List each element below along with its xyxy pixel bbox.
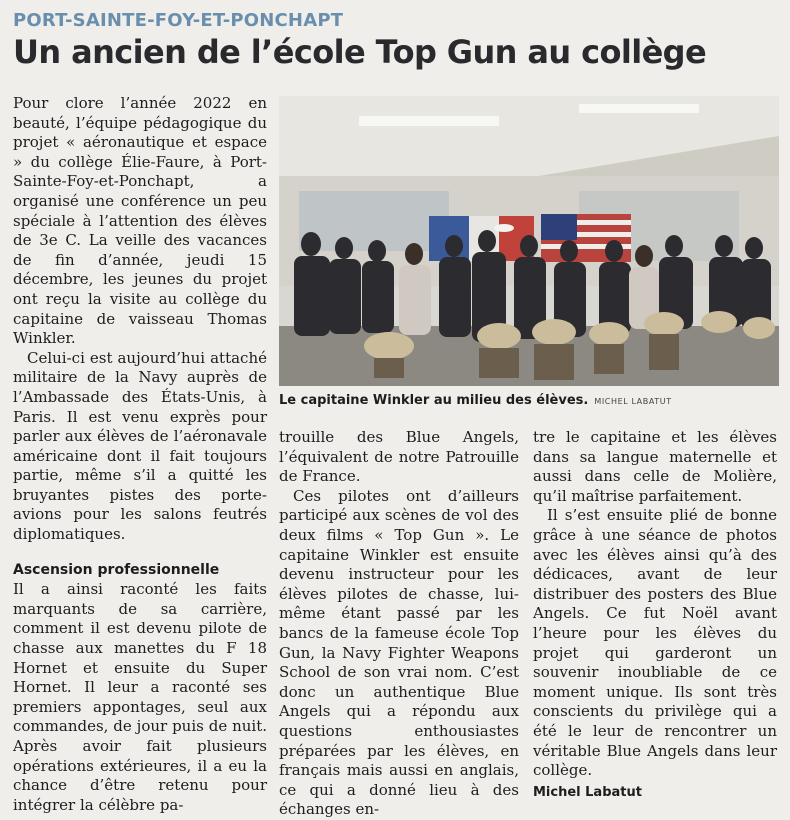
article-column-3 [533, 428, 777, 802]
photo-caption [279, 393, 779, 408]
caption-text: Le capitaine Winkler au milieu des élèves. [279, 393, 589, 408]
paragraph: trouille des Blue Angels, l’équivalent de notre Patrouille de France. [279, 428, 519, 486]
group-photo [279, 96, 779, 386]
paragraph: Celui-ci est aujourd’hui attaché militaire de la Navy auprès de l’Ambassade des États-Unis, à Paris. Il est venu exprès pour parler aux élèves de l’aéronavale américaine dont il fait toujours partie, même s’il a quitté les bruyantes pistes des porte-avions pour les salons feutrés diplomatiques. [13, 348, 267, 544]
section-subhead: Ascension professionnelle [13, 561, 220, 578]
paragraph: tre le capitaine et les élèves dans sa langue maternelle et aussi dans celle de Molière, qu’il maîtrise parfaitement. [533, 428, 777, 505]
photo-credit: MICHEL LABATUT [594, 397, 672, 406]
article-kicker: PORT-SAINTE-FOY-ET-PONCHAPT [13, 10, 344, 31]
paragraph: Ces pilotes ont d’ailleurs participé aux scènes de vol des deux films « Top Gun ». Le capitaine Winkler est ensuite devenu instructeur pour les élèves pilotes de chasse, lui-même étant passé par les bancs de la fameuse école Top Gun, la Navy Fighter Weapons School de son vrai nom. C’est donc un authentique Blue Angels qui a répondu aux questions enthousiastes préparées par les élèves, en français mais aussi en anglais, ce qui a donné lieu à des échanges en- [279, 486, 519, 819]
paragraph: Il a ainsi raconté les faits marquants de sa carrière, comment il est devenu pilote de chasse aux manettes du F 18 Hornet et ensuite du Super Hornet. Il leur a raconté ses premiers appontages, seul aux commandes, de jour puis de nuit. Après avoir fait plusieurs opérations extérieures, il a eu la chance d’être retenu pour intégrer la célèbre pa- [13, 580, 267, 814]
paragraph: Il s’est ensuite plié de bonne grâce à une séance de photos avec les élèves ainsi qu’à des dédicaces, avant de leur distribuer des posters des Blue Angels. Ce fut Noël avant l’heure pour les élèves du projet qui garderont un souvenir inoubliable de ce moment unique. Ils sont très conscients du privilège qui a été le leur de rencontrer un véritable Blue Angels dans leur collège. [533, 506, 777, 780]
article-column-2 [279, 428, 519, 820]
paragraph: Pour clore l’année 2022 en beauté, l’équipe pédagogique du projet « aéronautique et espace » du collège Élie-Faure, à Port-Sainte-Foy-et-Ponchapt, a organisé une conférence un peu spéciale à l’attention des élèves de 3e C. La veille des vacances de fin d’année, jeudi 15 décembre, les jeunes du projet ont reçu la visite au collège du capitaine de vaisseau Thomas Winkler. [13, 94, 267, 348]
article-headline: Un ancien de l’école Top Gun au collège [13, 33, 707, 71]
author-signature: Michel Labatut [533, 784, 642, 800]
article-column-1 [13, 94, 267, 815]
